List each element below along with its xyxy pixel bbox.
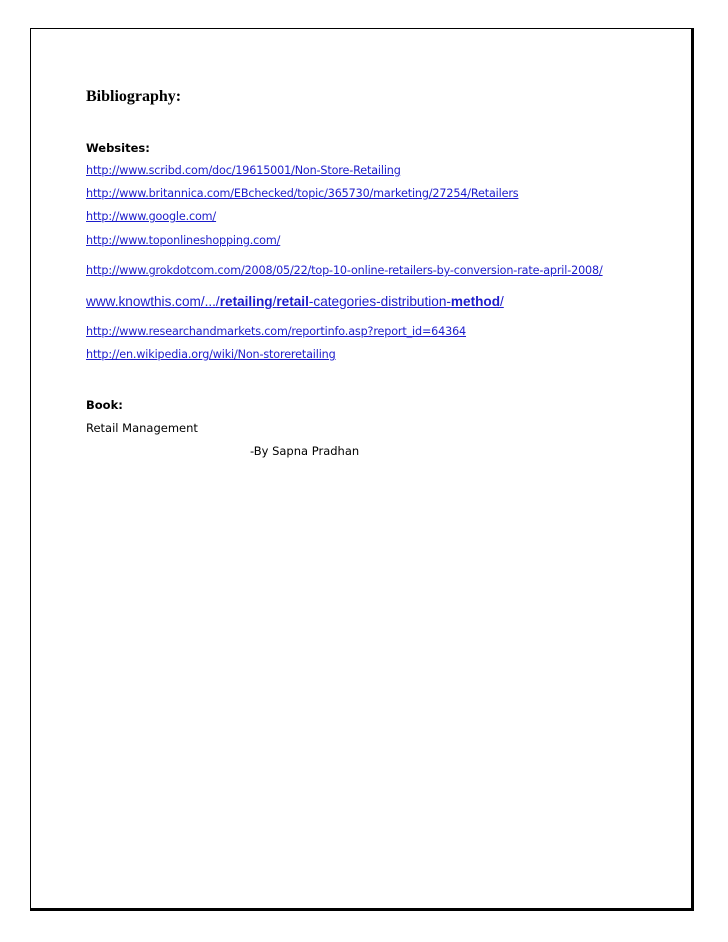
knowthis-part-3: -categories-distribution- bbox=[308, 294, 451, 309]
knowthis-bold-3: method bbox=[450, 294, 501, 309]
link-grokdotcom[interactable]: http://www.grokdotcom.com/2008/05/22/top-10-online-retailers-by-conversion-rate-april-2008/ bbox=[86, 264, 603, 277]
link-wikipedia[interactable]: http://en.wikipedia.org/wiki/Non-storeretailing bbox=[86, 348, 336, 361]
knowthis-part-4: / bbox=[500, 294, 504, 309]
book-title: Retail Management bbox=[86, 421, 198, 435]
knowthis-part-2: / bbox=[272, 294, 277, 309]
link-scribd[interactable]: http://www.scribd.com/doc/19615001/Non-Store-Retailing bbox=[86, 164, 401, 177]
knowthis-bold-1: retailing bbox=[219, 294, 273, 309]
bibliography-heading: Bibliography: bbox=[86, 88, 182, 105]
link-google[interactable]: http://www.google.com/ bbox=[86, 210, 217, 223]
knowthis-part-1: www.knowthis.com/.../ bbox=[86, 294, 220, 309]
knowthis-bold-2: retail bbox=[276, 294, 309, 309]
book-author: -By Sapna Pradhan bbox=[250, 444, 360, 458]
link-toponlineshopping[interactable]: http://www.toponlineshopping.com/ bbox=[86, 234, 281, 247]
websites-label: Websites: bbox=[86, 141, 150, 155]
link-researchandmarkets[interactable]: http://www.researchandmarkets.com/reportinfo.asp?report_id=64364 bbox=[86, 325, 467, 338]
link-knowthis[interactable] bbox=[86, 294, 504, 309]
page-border bbox=[30, 28, 694, 911]
link-britannica[interactable]: http://www.britannica.com/EBchecked/topic/365730/marketing/27254/Retailers bbox=[86, 187, 519, 200]
book-label: Book: bbox=[86, 398, 123, 412]
